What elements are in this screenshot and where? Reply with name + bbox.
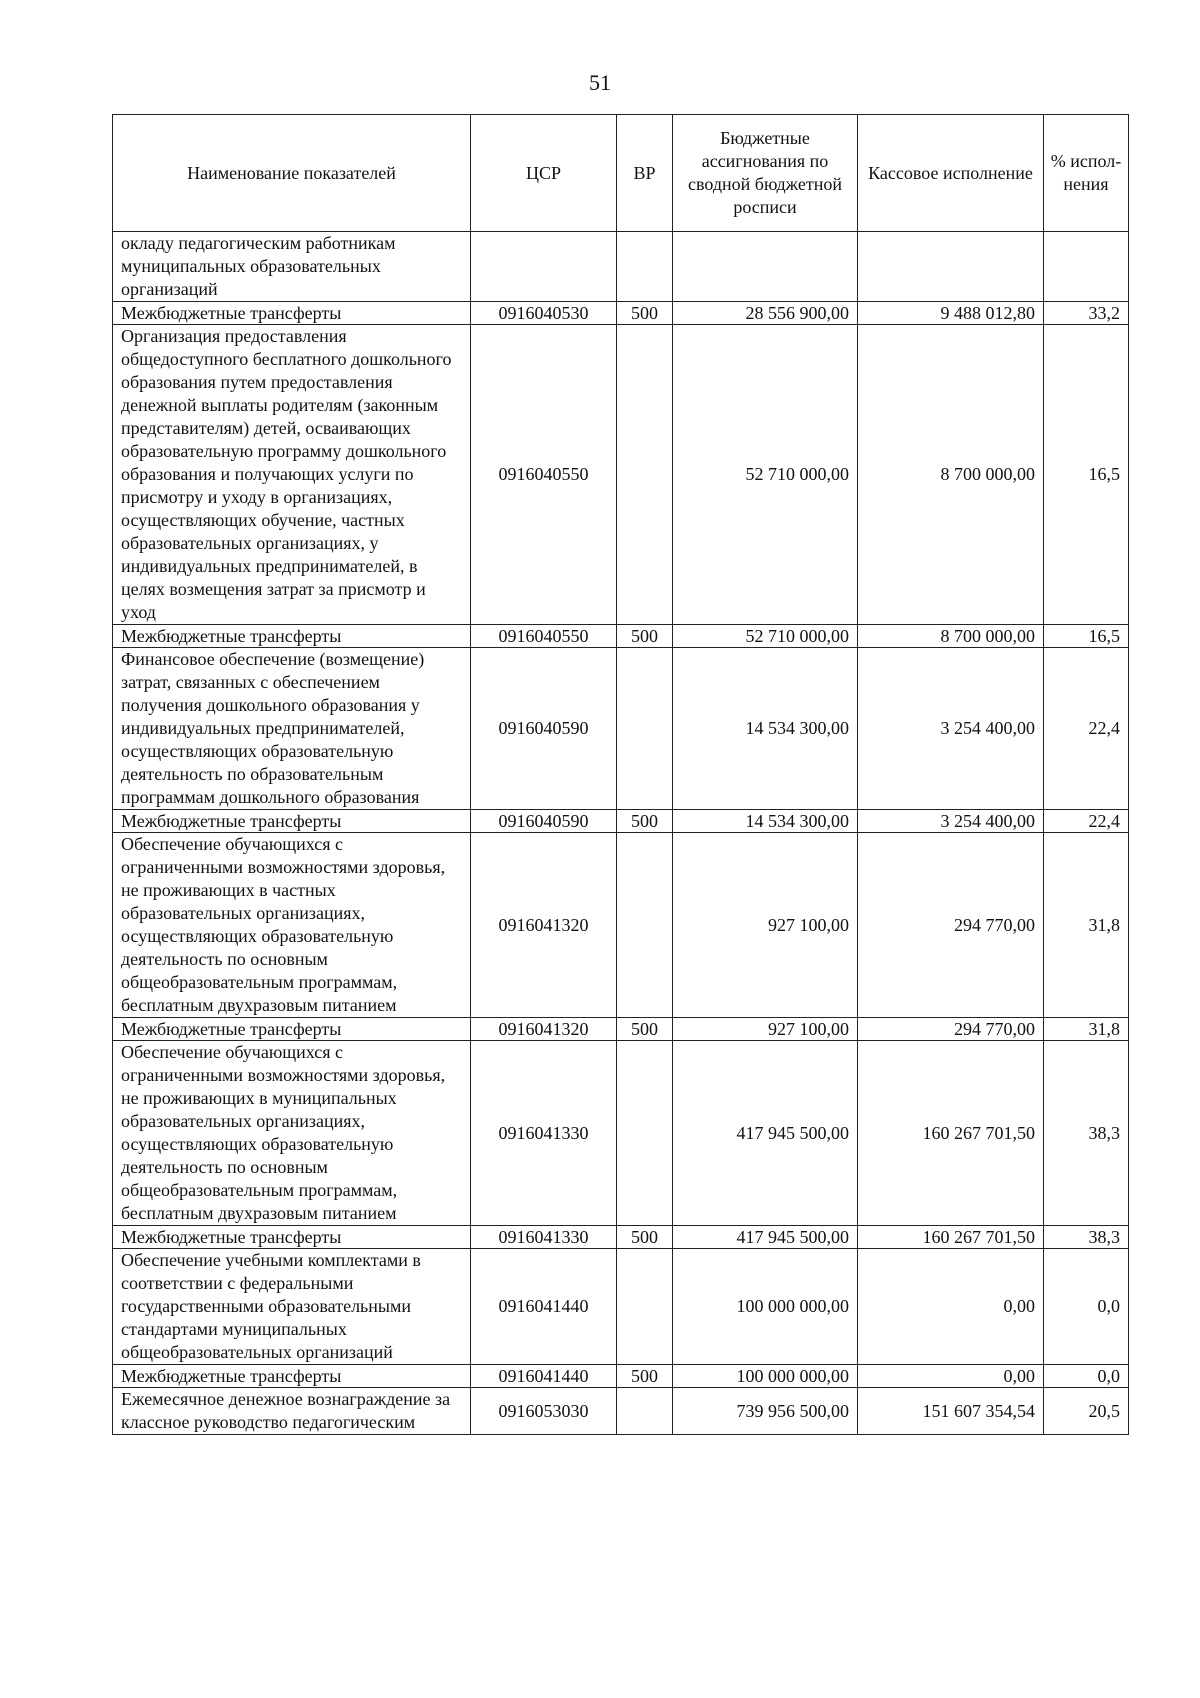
- row-vr: [617, 325, 673, 625]
- table-row: [113, 302, 1129, 325]
- row-pct: 20,5: [1044, 1388, 1129, 1435]
- row-pct: 38,3: [1044, 1226, 1129, 1249]
- row-vr: 500: [617, 302, 673, 325]
- row-cash: 8 700 000,00: [858, 325, 1044, 625]
- row-vr: 500: [617, 1018, 673, 1041]
- row-cash: 3 254 400,00: [858, 648, 1044, 810]
- row-cash: [858, 232, 1044, 302]
- row-csr: 0916040590: [471, 810, 617, 833]
- row-vr: 500: [617, 625, 673, 648]
- row-cash: 160 267 701,50: [858, 1041, 1044, 1226]
- row-pct: 33,2: [1044, 302, 1129, 325]
- header-name: Наименование показателей: [113, 115, 471, 232]
- row-cash: 9 488 012,80: [858, 302, 1044, 325]
- header-csr: ЦСР: [471, 115, 617, 232]
- page-number: 51: [589, 70, 611, 95]
- row-cash: 294 770,00: [858, 833, 1044, 1018]
- row-pct: 0,0: [1044, 1365, 1129, 1388]
- row-name: Обеспечение учебными комплектами в соответствии с федеральными государственными образовательными стандартами муниципальных общеобразовательных организаций: [113, 1249, 471, 1365]
- row-vr: 500: [617, 810, 673, 833]
- row-name: Межбюджетные трансферты: [113, 1365, 471, 1388]
- row-budget: 100 000 000,00: [673, 1365, 858, 1388]
- row-vr: [617, 648, 673, 810]
- row-budget: 28 556 900,00: [673, 302, 858, 325]
- row-pct: 22,4: [1044, 810, 1129, 833]
- header-cash: Кассовое исполнение: [858, 115, 1044, 232]
- row-name: Обеспечение обучающихся с ограниченными возможностями здоровья, не проживающих в частных образовательных организациях, осуществляющих образовательную деятельность по основным общеобразовательным программам, бесплатным двухразовым питанием: [113, 833, 471, 1018]
- row-vr: [617, 232, 673, 302]
- row-csr: 0916041330: [471, 1041, 617, 1226]
- row-cash: 8 700 000,00: [858, 625, 1044, 648]
- table-row: [113, 1018, 1129, 1041]
- table-row: [113, 1388, 1129, 1435]
- row-csr: [471, 232, 617, 302]
- row-cash: 0,00: [858, 1249, 1044, 1365]
- row-budget: 100 000 000,00: [673, 1249, 858, 1365]
- row-vr: [617, 1388, 673, 1435]
- row-name: Межбюджетные трансферты: [113, 1226, 471, 1249]
- row-name: окладу педагогическим работникам муниципальных образовательных организаций: [113, 232, 471, 302]
- table-header-row: [113, 115, 1129, 232]
- table-row: [113, 325, 1129, 625]
- row-pct: 16,5: [1044, 325, 1129, 625]
- row-csr: 0916053030: [471, 1388, 617, 1435]
- row-budget: [673, 232, 858, 302]
- row-csr: 0916040530: [471, 302, 617, 325]
- row-cash: 151 607 354,54: [858, 1388, 1044, 1435]
- row-budget: 14 534 300,00: [673, 648, 858, 810]
- row-csr: 0916041330: [471, 1226, 617, 1249]
- header-pct: % испол-нения: [1044, 115, 1129, 232]
- header-vr: ВР: [617, 115, 673, 232]
- row-budget: 739 956 500,00: [673, 1388, 858, 1435]
- row-pct: 0,0: [1044, 1249, 1129, 1365]
- table-row: [113, 1365, 1129, 1388]
- header-budget: Бюджетные ассигнования по сводной бюджетной росписи: [673, 115, 858, 232]
- row-pct: 31,8: [1044, 833, 1129, 1018]
- row-csr: 0916040550: [471, 625, 617, 648]
- table-row: [113, 232, 1129, 302]
- row-name: Организация предоставления общедоступного бесплатного дошкольного образования путем предоставления денежной выплаты родителям (законным представителям) детей, осваивающих образовательную программу дошкольного образования и получающих услуги по присмотру и уходу в организациях, осуществляющих обучение, частных образовательных организациях, у индивидуальных предпринимателей, в целях возмещения затрат за присмотр и уход: [113, 325, 471, 625]
- row-csr: 0916041440: [471, 1365, 617, 1388]
- row-name: Межбюджетные трансферты: [113, 625, 471, 648]
- row-vr: 500: [617, 1226, 673, 1249]
- row-name: Финансовое обеспечение (возмещение) затрат, связанных с обеспечением получения дошкольного образования у индивидуальных предпринимателей, осуществляющих образовательную деятельность по образовательным программам дошкольного образования: [113, 648, 471, 810]
- table-row: [113, 833, 1129, 1018]
- row-csr: 0916041320: [471, 1018, 617, 1041]
- row-pct: 38,3: [1044, 1041, 1129, 1226]
- row-vr: [617, 1041, 673, 1226]
- row-vr: [617, 1249, 673, 1365]
- table-row: [113, 625, 1129, 648]
- row-cash: 160 267 701,50: [858, 1226, 1044, 1249]
- row-name: Ежемесячное денежное вознаграждение за классное руководство педагогическим: [113, 1388, 471, 1435]
- row-cash: 294 770,00: [858, 1018, 1044, 1041]
- row-vr: 500: [617, 1365, 673, 1388]
- table-row: [113, 810, 1129, 833]
- row-budget: 52 710 000,00: [673, 325, 858, 625]
- row-budget: 927 100,00: [673, 1018, 858, 1041]
- table-row: [113, 1249, 1129, 1365]
- row-csr: 0916040590: [471, 648, 617, 810]
- row-csr: 0916041320: [471, 833, 617, 1018]
- row-csr: 0916041440: [471, 1249, 617, 1365]
- row-budget: 417 945 500,00: [673, 1041, 858, 1226]
- row-pct: 31,8: [1044, 1018, 1129, 1041]
- row-cash: 0,00: [858, 1365, 1044, 1388]
- row-pct: 22,4: [1044, 648, 1129, 810]
- row-budget: 52 710 000,00: [673, 625, 858, 648]
- row-csr: 0916040550: [471, 325, 617, 625]
- row-name: Межбюджетные трансферты: [113, 302, 471, 325]
- row-budget: 417 945 500,00: [673, 1226, 858, 1249]
- table-row: [113, 1226, 1129, 1249]
- row-name: Межбюджетные трансферты: [113, 810, 471, 833]
- row-name: Межбюджетные трансферты: [113, 1018, 471, 1041]
- row-pct: [1044, 232, 1129, 302]
- table-row: [113, 648, 1129, 810]
- row-pct: 16,5: [1044, 625, 1129, 648]
- row-budget: 14 534 300,00: [673, 810, 858, 833]
- table-row: [113, 1041, 1129, 1226]
- row-cash: 3 254 400,00: [858, 810, 1044, 833]
- budget-execution-table: [112, 114, 1129, 1435]
- row-budget: 927 100,00: [673, 833, 858, 1018]
- row-name: Обеспечение обучающихся с ограниченными возможностями здоровья, не проживающих в муниципальных образовательных организациях, осуществляющих образовательную деятельность по основным общеобразовательным программам, бесплатным двухразовым питанием: [113, 1041, 471, 1226]
- row-vr: [617, 833, 673, 1018]
